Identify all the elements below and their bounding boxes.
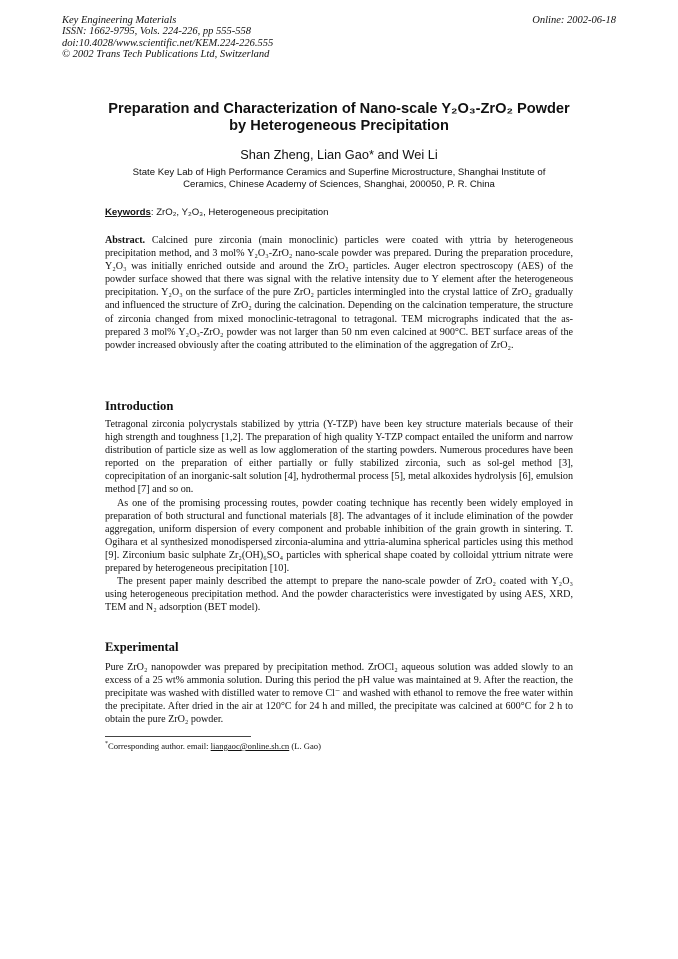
footnote-suffix: (L. Gao) bbox=[289, 741, 321, 751]
doi-link[interactable]: doi:10.4028/www.scientific.net/KEM.224-226.555 bbox=[62, 37, 274, 49]
email-link[interactable]: liangaoc@online.sh.cn bbox=[210, 741, 290, 751]
online-date: Online: 2002-06-18 bbox=[532, 15, 616, 26]
issn-line: ISSN: 1662-9795, Vols. 224-226, pp 555-558 bbox=[62, 26, 251, 38]
keywords-label: Keywords bbox=[105, 207, 151, 218]
introduction-body bbox=[105, 418, 573, 614]
author-list: Shan Zheng, Lian Gao* and Wei Li bbox=[240, 147, 438, 162]
abstract-lead: Abstract. bbox=[105, 235, 146, 246]
experimental-paragraph: Pure ZrO₂ nanopowder was prepared by precipitation method. ZrOCl₂ aqueous solution was added slowly to an excess of a 25 wt% ammonia solution. During this period the pH value was maintained at 9. After the reaction, the precipitate was washed with distilled water to remove Cl⁻ and washed with ethanol to remove the free water within the precipitate. After dried in the air at 120°C for 24 h and milled, the precipitate was calcined at 600°C for 2 h to obtain the pure ZrO₂ powder. bbox=[105, 662, 573, 726]
footnote-prefix: Corresponding author. email: bbox=[108, 741, 211, 751]
footnote-marker: * bbox=[105, 741, 109, 748]
title-line-1: Preparation and Characterization of Nano-scale Y₂O₃-ZrO₂ Powder bbox=[108, 101, 570, 117]
intro-paragraph-2: As one of the promising processing routes, powder coating technique has recently been widely employed in preparation of both structural and functional materials [8]. The advantages of it include elimination of the powder aggregation, uniform dispersion of every component and probable inhibition of the grain growth in sintering. T. Ogihara et al synthesized monodispersed zirconia-alumina and yttria-alumina spherical particles using this method [9]. Zirconium basic sulphate Zr₂(OH)₆SO₄ particles with spherical shape coated by colloidal yttrium nitrate were prepared by heterogeneous precipitation [10]. bbox=[105, 497, 573, 575]
keywords bbox=[105, 207, 328, 218]
affiliation-line-1: State Key Lab of High Performance Ceramics and Superfine Microstructure, Shanghai Institute of bbox=[132, 167, 546, 178]
affiliation-line-2: Ceramics, Chinese Academy of Sciences, Shanghai, 200050, P. R. China bbox=[183, 179, 495, 191]
affiliation bbox=[100, 167, 578, 192]
abstract-text: Calcined pure zirconia (main monoclinic) particles were coated with yttria by heterogeneous precipitation method, and 3 mol% Y₂O₃-ZrO₂ nano-scale powder was prepared. During the preparation procedure, Y₂O₃ was initially enriched outside and around the ZrO₂ particles. Auger electron spectroscopy (AES) of the powder surface showed that there was signal with the relative intensity due to Y element after the heterogeneous precipitation. Y₂O₃ on the surface of the pure ZrO₂ particles intermingled into the crystal lattice of ZrO₂ gradually and influenced the structure of ZrO₂ during the calcination. Depending on the calcination temperature, the structure of zirconia changed from mixed monoclinic-tetragonal to tetragonal. TEM micrographs indicated that the as-prepared 3 mol% Y₂O₃-ZrO₂ powder was not larger than 50 nm even calcined at 900°C. BET surface areas of the powder increased obviously after the coating attributed to the elimination of the aggregation of ZrO₂. bbox=[105, 235, 573, 351]
copyright-line: © 2002 Trans Tech Publications Ltd, Switzerland bbox=[62, 49, 270, 61]
abstract bbox=[105, 234, 573, 352]
keywords-text: : ZrO₂, Y₂O₃, Heterogeneous precipitation bbox=[150, 207, 329, 218]
introduction-heading: Introduction bbox=[105, 399, 174, 413]
intro-paragraph-3: The present paper mainly described the attempt to prepare the nano-scale powder of ZrO₂ coated with Y₂O₃ using heterogeneous precipitation method. And the powder characteristics were investigated by using AES, XRD, TEM and N₂ adsorption (BET model). bbox=[105, 576, 573, 614]
footnote bbox=[105, 741, 321, 751]
journal-header bbox=[62, 15, 616, 61]
footnote-divider bbox=[105, 736, 251, 737]
intro-paragraph-1: Tetragonal zirconia polycrystals stabilized by yttria (Y-TZP) have been key structure materials because of their high strength and toughness [1,2]. The preparation of high quality Y-TZP compact entailed the uniform and narrow distribution of particle size as well as low agglomeration of the starting powders. Numerous procedures have been reported on the preparation of either partially or fully stabilized zirconia, such as sol-gel method [3], coprecipitation of an inorganic-salt solution [4], hydrothermal process [5], metal alkoxides hydrolysis [6], emulsion method [7] and so on. bbox=[105, 419, 573, 496]
paper-title bbox=[40, 101, 638, 135]
journal-name: Key Engineering Materials bbox=[62, 15, 177, 26]
experimental-heading: Experimental bbox=[105, 640, 179, 654]
title-line-2: by Heterogeneous Precipitation bbox=[229, 118, 449, 134]
